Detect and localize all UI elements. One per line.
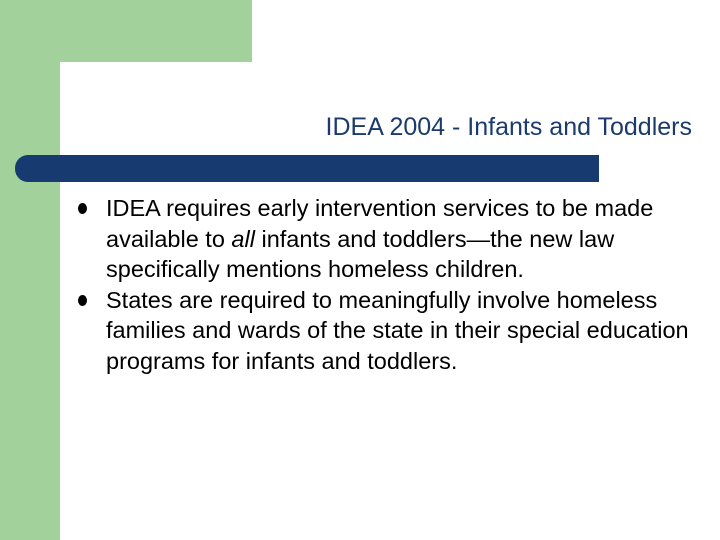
slide-title: IDEA 2004 - Infants and Toddlers (325, 113, 692, 141)
bullet-text: States are required to meaningfully involve homeless families and wards of the state in their special education programs for infants and toddlers. (106, 286, 689, 374)
bullet-list (78, 193, 703, 376)
title-underline-bar (15, 155, 599, 182)
bullet-item (78, 285, 703, 377)
bullet-emphasis: all (231, 225, 255, 252)
bullet-text: IDEA requires early intervention services to be made available to (106, 195, 654, 252)
bullet-dot-icon (78, 203, 87, 214)
bullet-text-continued: infants and toddlers—the new law specifically mentions homeless children. (106, 225, 615, 282)
green-accent-left (0, 0, 60, 540)
bullet-item (78, 193, 703, 285)
bullet-dot-icon (78, 295, 87, 306)
